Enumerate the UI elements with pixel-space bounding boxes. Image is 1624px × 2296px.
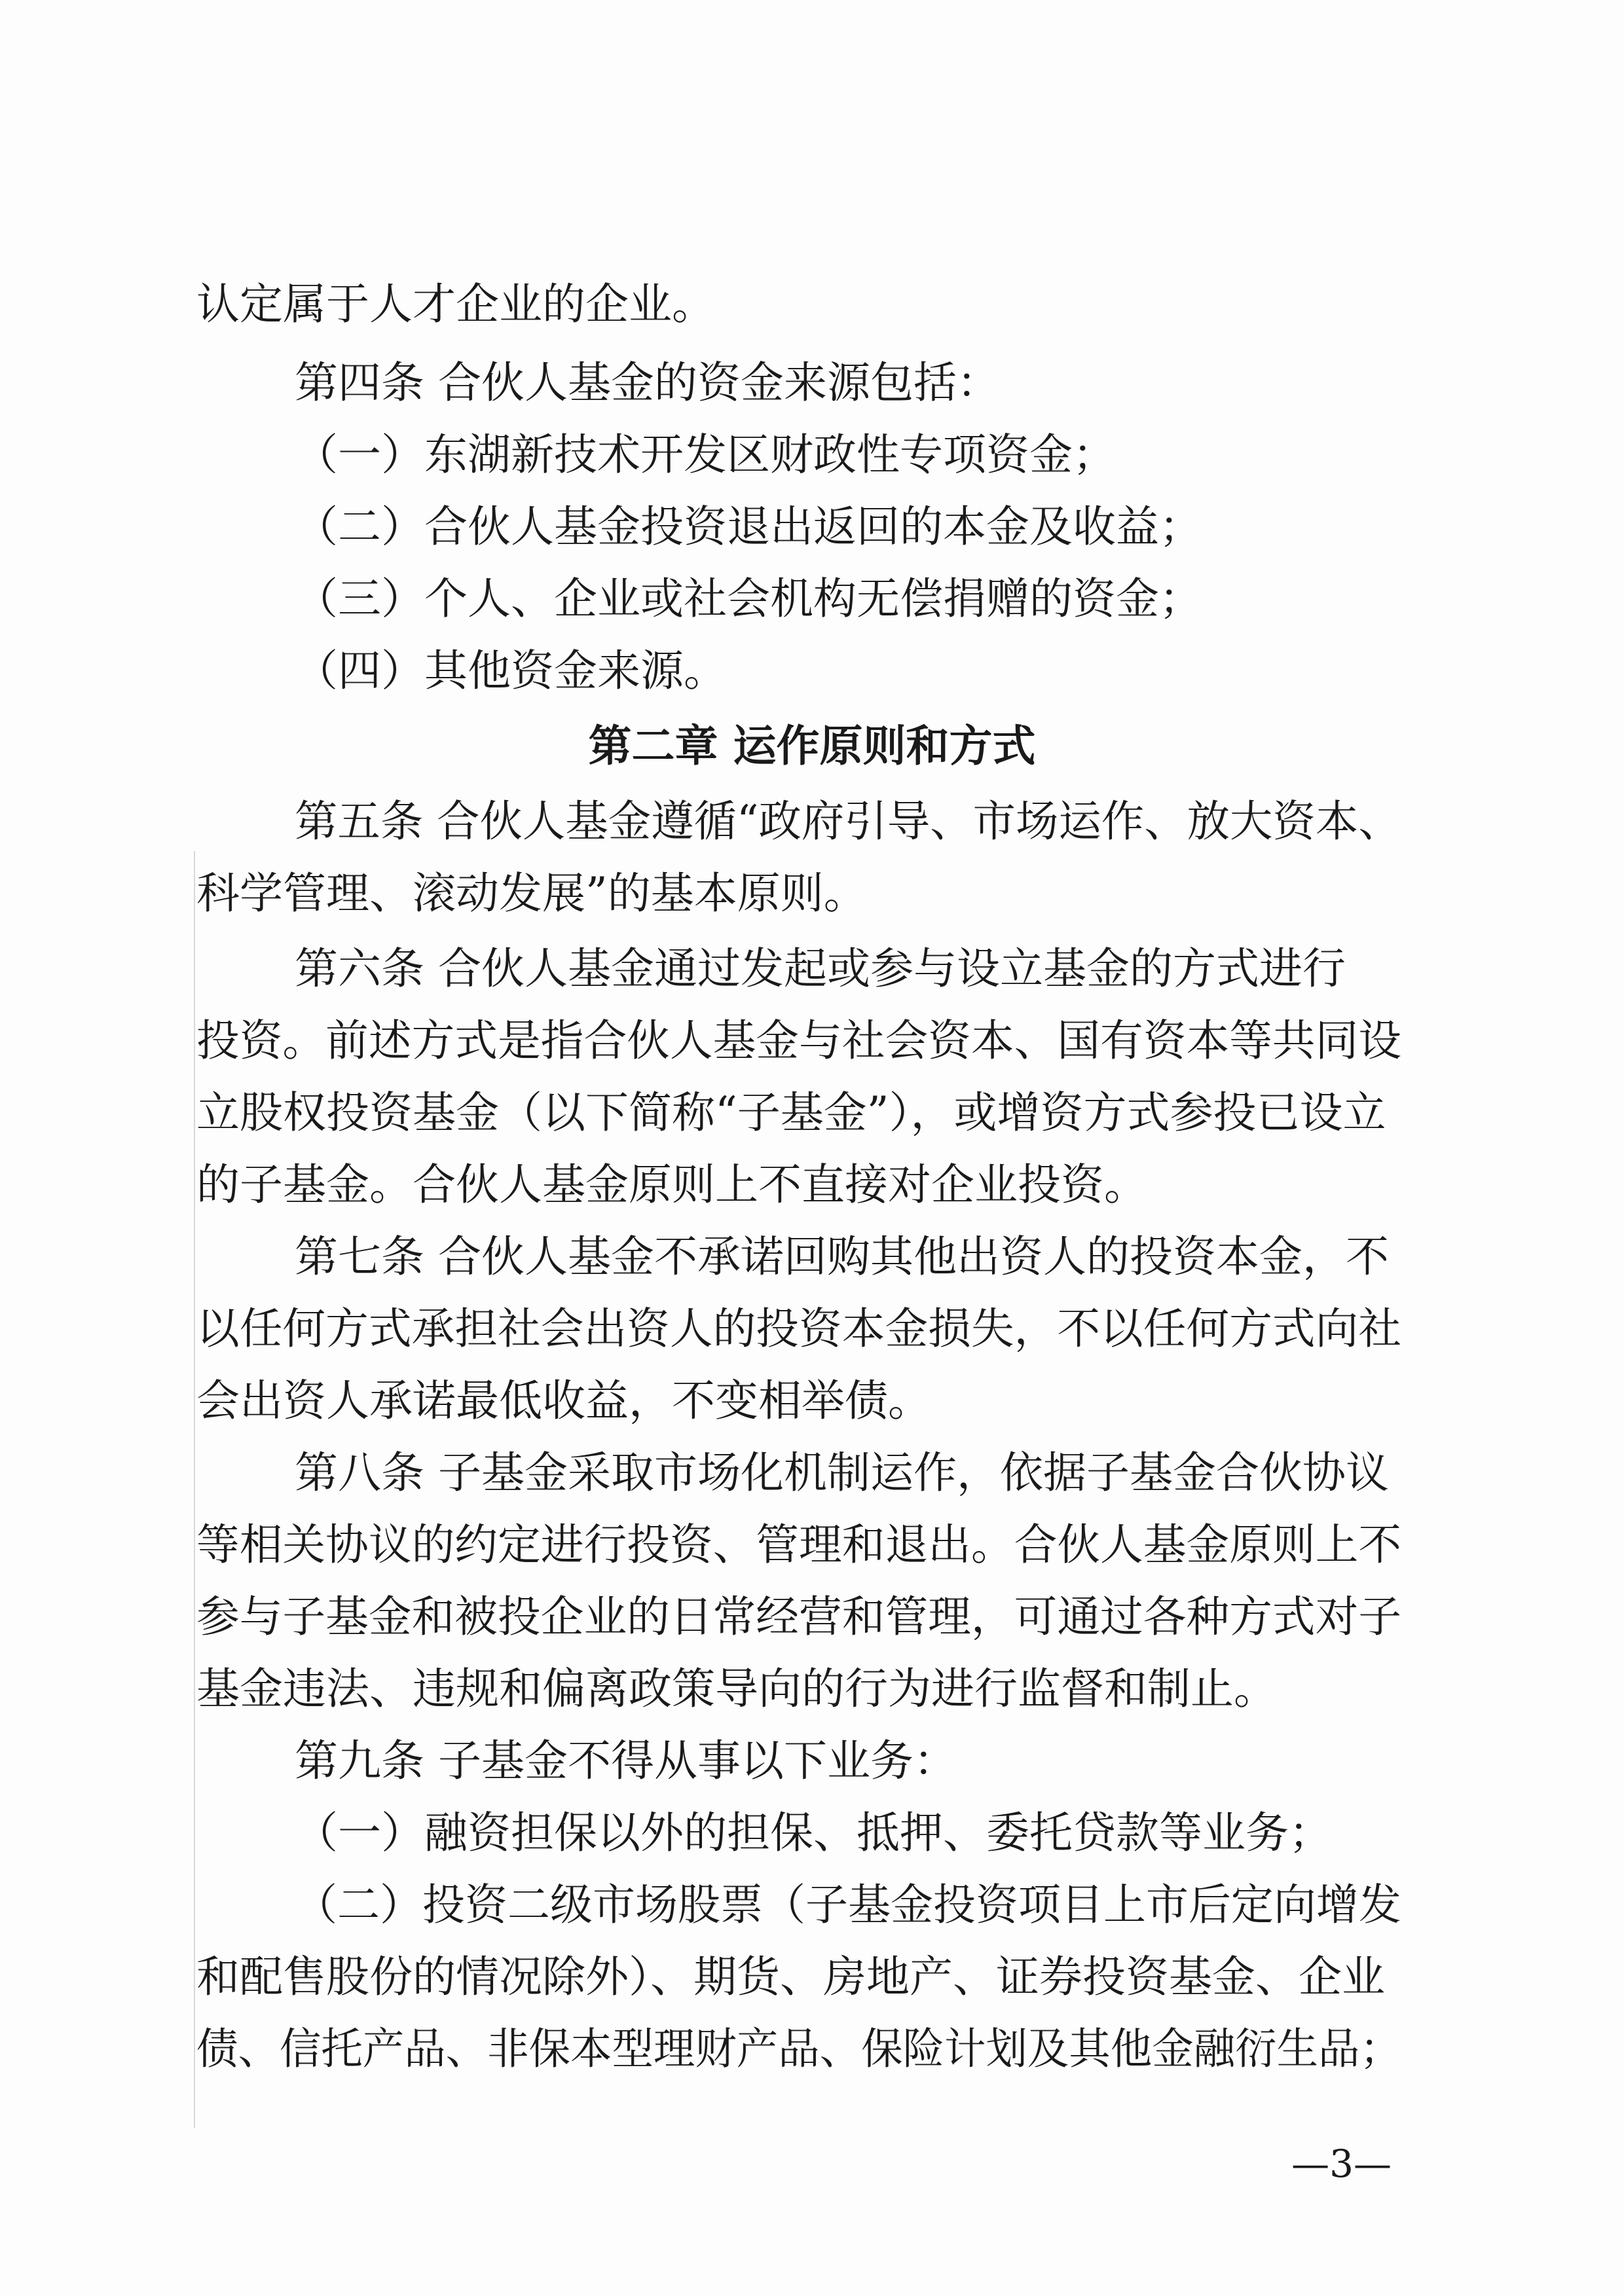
- article-6-text: 第六条 合伙人基金通过发起或参与设立基金的方式进行: [295, 943, 1346, 994]
- list-item: （三）个人、企业或社会机构无偿捐赠的资金；: [295, 574, 1202, 624]
- article-8-text: 等相关协议的约定进行投资、管理和退出。合伙人基金原则上不: [196, 1520, 1402, 1570]
- article-8-text: 基金违法、违规和偏离政策导向的行为进行监督和制止。: [196, 1664, 1277, 1714]
- article-7-text: 以任何方式承担社会出资人的投资本金损失，不以任何方式向社: [196, 1303, 1402, 1354]
- list-item: （四）其他资金来源。: [295, 646, 727, 696]
- list-item: （二）投资二级市场股票（子基金投资项目上市后定向增发: [295, 1880, 1401, 1930]
- list-item: （二）合伙人基金投资退出返回的本金及收益；: [295, 501, 1202, 552]
- text-line: 认定属于人才企业的企业。: [196, 279, 715, 329]
- article-5-text: 科学管理、滚动发展”的基本原则。: [196, 868, 867, 919]
- article-4-heading: 第四条 合伙人基金的资金来源包括：: [295, 357, 1000, 408]
- article-8-text: 第八条 子基金采取市场化机制运作，依据子基金合伙协议: [295, 1448, 1389, 1498]
- article-7-text: 会出资人承诺最低收益，不变相举债。: [196, 1376, 931, 1426]
- article-6-text: 立股权投资基金（以下简称“子基金”），或增资方式参投已设立: [196, 1087, 1386, 1138]
- article-6-text: 的子基金。合伙人基金原则上不直接对企业投资。: [196, 1159, 1147, 1210]
- list-item-continued: 债、信托产品、非保本型理财产品、保险计划及其他金融衍生品；: [196, 2024, 1401, 2074]
- page-number: —3—: [1291, 2141, 1392, 2186]
- list-item: （一）融资担保以外的担保、抵押、委托贷款等业务；: [295, 1808, 1332, 1858]
- list-item: （一）东湖新技术开发区财政性专项资金；: [295, 429, 1116, 480]
- article-7-text: 第七条 合伙人基金不承诺回购其他出资人的投资本金，不: [295, 1231, 1389, 1282]
- article-6-text: 投资。前述方式是指合伙人基金与社会资本、国有资本等共同设: [196, 1015, 1402, 1066]
- scan-margin-line: [194, 851, 195, 2128]
- list-item-continued: 和配售股份的情况除外）、期货、房地产、证券投资基金、企业: [196, 1952, 1385, 2002]
- article-8-text: 参与子基金和被投企业的日常经营和管理，可通过各种方式对子: [196, 1592, 1402, 1642]
- article-5-text: 第五条 合伙人基金遵循“政府引导、市场运作、放大资本、: [295, 796, 1401, 847]
- article-9-heading: 第九条 子基金不得从事以下业务：: [295, 1736, 957, 1786]
- chapter-title: 第二章 运作原则和方式: [588, 721, 1036, 771]
